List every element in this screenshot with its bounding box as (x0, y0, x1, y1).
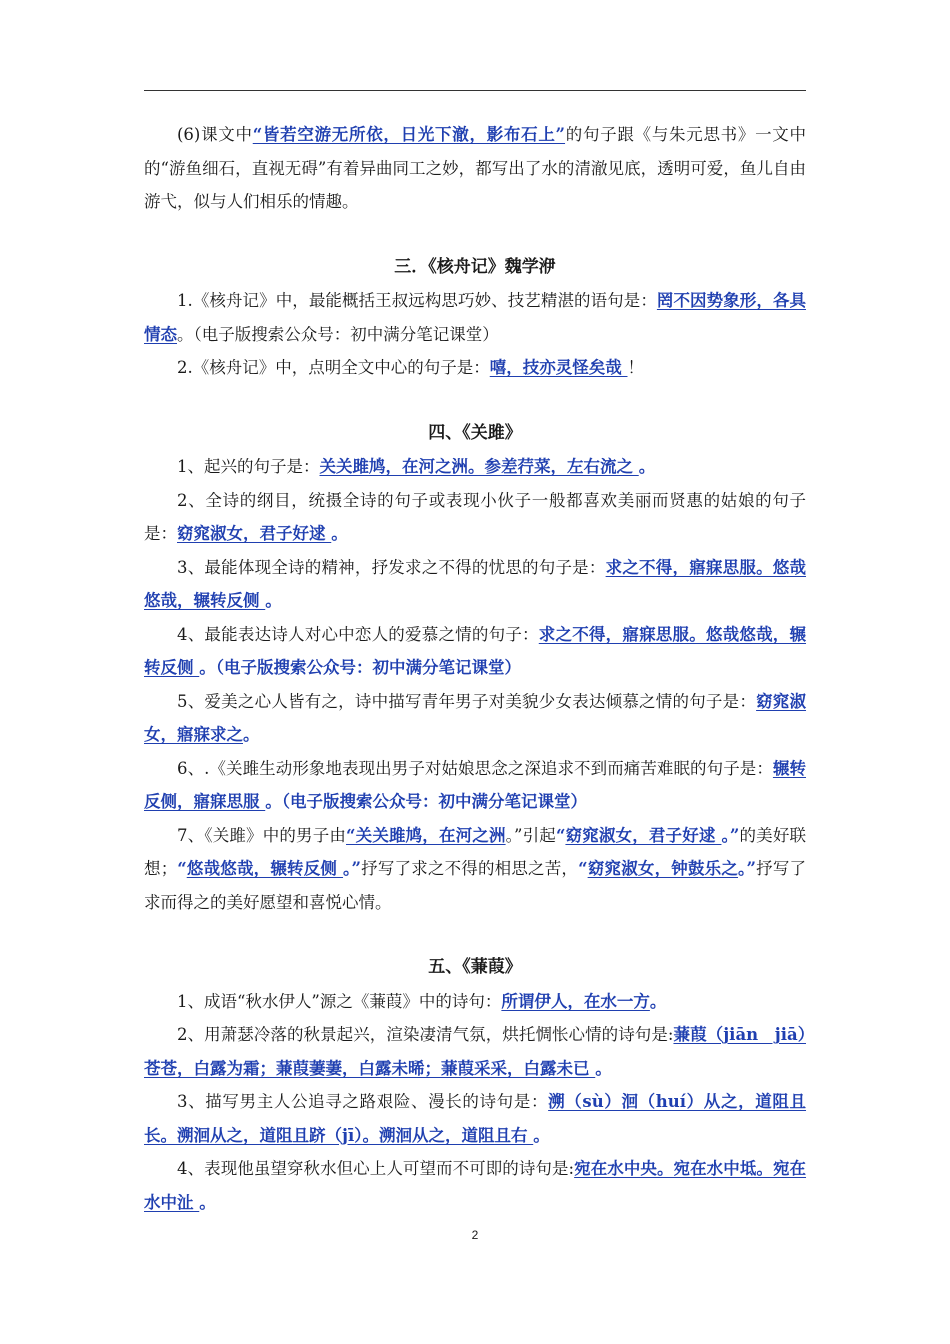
answer: 嘻，技亦灵怪矣哉 (489, 358, 628, 377)
list-item: 1、起兴的句子是：关关雎鸠，在河之洲。参差荇菜，左右流之 。 (177, 457, 656, 476)
quote-highlight: “皆若空游无所依，日光下澈，影布石上” (252, 125, 566, 144)
list-item: 4、最能表达诗人对心中恋人的爱慕之情的句子：求之不得，寤寐思服。悠哉悠哉，辗转反侧 。（电子版搜索公众号：初中满分笔记课堂） (144, 624, 807, 677)
list-item: 4、表现他虽望穿秋水但心上人可望而不可即的诗句是:宛在水中央。宛在水中坻。宛在水中沚 。 (144, 1159, 807, 1212)
answer: “关关雎鸠，在河之洲 (346, 825, 506, 845)
list-item: 6、.《关雎生动形象地表现出男子对姑娘思念之深追求不到而痛苦难眠的句子是：辗转反侧，寤寐思服 。（电子版搜索公众号：初中满分笔记课堂） (144, 758, 806, 811)
list-item: 2、全诗的纲目，统摄全诗的句子或表现小伙子一般都喜欢美丽而贤惠的姑娘的句子是：窈窕淑女，君子好逑 。 (144, 490, 806, 543)
list-item: 5、爱美之心人皆有之，诗中描写青年男子对美貌少女表达倾慕之情的句子是：窈窕淑女，寤寐求之。 (144, 691, 807, 744)
section-heading-guanju: 四、《关雎》 (428, 422, 522, 443)
answer: 求之不得，寤寐思服。悠哉悠哉，辗转反侧 (144, 624, 807, 677)
section-heading-hezhouji: 三．《核舟记》魏学洢 (394, 256, 556, 277)
paragraph-6: (6)课文中“皆若空游无所依，日光下澈，影布石上”的句子跟《与朱元思书》一文中的“游鱼细石，直视无碍”有着异曲同工之妙，都写出了水的清澈见底，透明可爱，鱼儿自由游弋，似与人们相乐的情趣。 (144, 125, 807, 211)
answer: 罔不因势象形，各具情态 (144, 291, 807, 344)
section-heading-jianjia: 五、《蒹葭》 (428, 957, 522, 977)
answer: 蒹葭（jiān jiā）苍苍，白露为霜；蒹葭萋萋，白露未晞；蒹葭采采，白露未已 (144, 1025, 806, 1078)
list-item: 3、描写男主人公追寻之路艰险、漫长的诗句是：溯（sù）洄（huí）从之，道阻且长。溯洄从之，道阻且跻（jī）。溯洄从之，道阻且右 。 (144, 1092, 807, 1145)
answer: 所谓伊人，在水一方 (501, 991, 650, 1011)
header-rule (144, 90, 806, 91)
page-body (144, 118, 806, 1219)
list-item: 7、《关雎》中的男子由“关关雎鸠，在河之洲。”引起“窈窕淑女，君子好逑 。”的美好联想；“悠哉悠哉，辗转反侧 。”抒写了求之不得的相思之苦，“窈窕淑女，钟鼓乐之。”抒写了求而得之的美好愿望和喜悦心情。 (144, 825, 807, 912)
list-item: 2.《核舟记》中，点明全文中心的句子是：嘻，技亦灵怪矣哉 ！ (177, 358, 644, 377)
list-item: 3、最能体现全诗的精神，抒发求之不得的忧思的句子是：求之不得，寤寐思服。悠哉悠哉，辗转反侧 。 (144, 557, 807, 610)
list-item: 1.《核舟记》中，最能概括王叔远构思巧妙、技艺精湛的语句是：罔不因势象形，各具情态。（电子版搜索公众号：初中满分笔记课堂） (144, 291, 807, 344)
list-item: 1、成语“秋水伊人”源之《蒹葭》中的诗句：所谓伊人，在水一方。 (177, 991, 667, 1011)
answer: 求之不得，寤寐思服。悠哉悠哉，辗转反侧 (144, 557, 807, 610)
page-number: 2 (471, 1228, 479, 1242)
list-item: 2、用萧瑟冷落的秋景起兴，渲染凄清气氛，烘托惆怅心情的诗句是:蒹葭（jiān jiā）苍苍，白露为霜；蒹葭萋萋，白露未晞；蒹葭采采，白露未已 。 (144, 1025, 806, 1078)
answer: 辗转反侧，寤寐思服 (144, 758, 806, 811)
answer: 窈窕淑女，寤寐求之 (144, 691, 807, 744)
answer: 悠哉悠哉，辗转反侧 (186, 859, 344, 878)
answer: 窈窕淑女，君子好逑 (177, 524, 332, 543)
answer: 溯（sù）洄（huí）从之，道阻且长。溯洄从之，道阻且跻（jī）。溯洄从之，道阻且右 (144, 1092, 807, 1145)
answer: 窈窕淑女，君子好逑 (565, 825, 722, 845)
answer: 窈窕淑女，钟鼓乐之 (587, 859, 739, 878)
answer: 关关雎鸠，在河之洲。参差荇菜，左右流之 (319, 457, 639, 476)
answer: 宛在水中央。宛在水中坻。宛在水中沚 (144, 1159, 807, 1212)
